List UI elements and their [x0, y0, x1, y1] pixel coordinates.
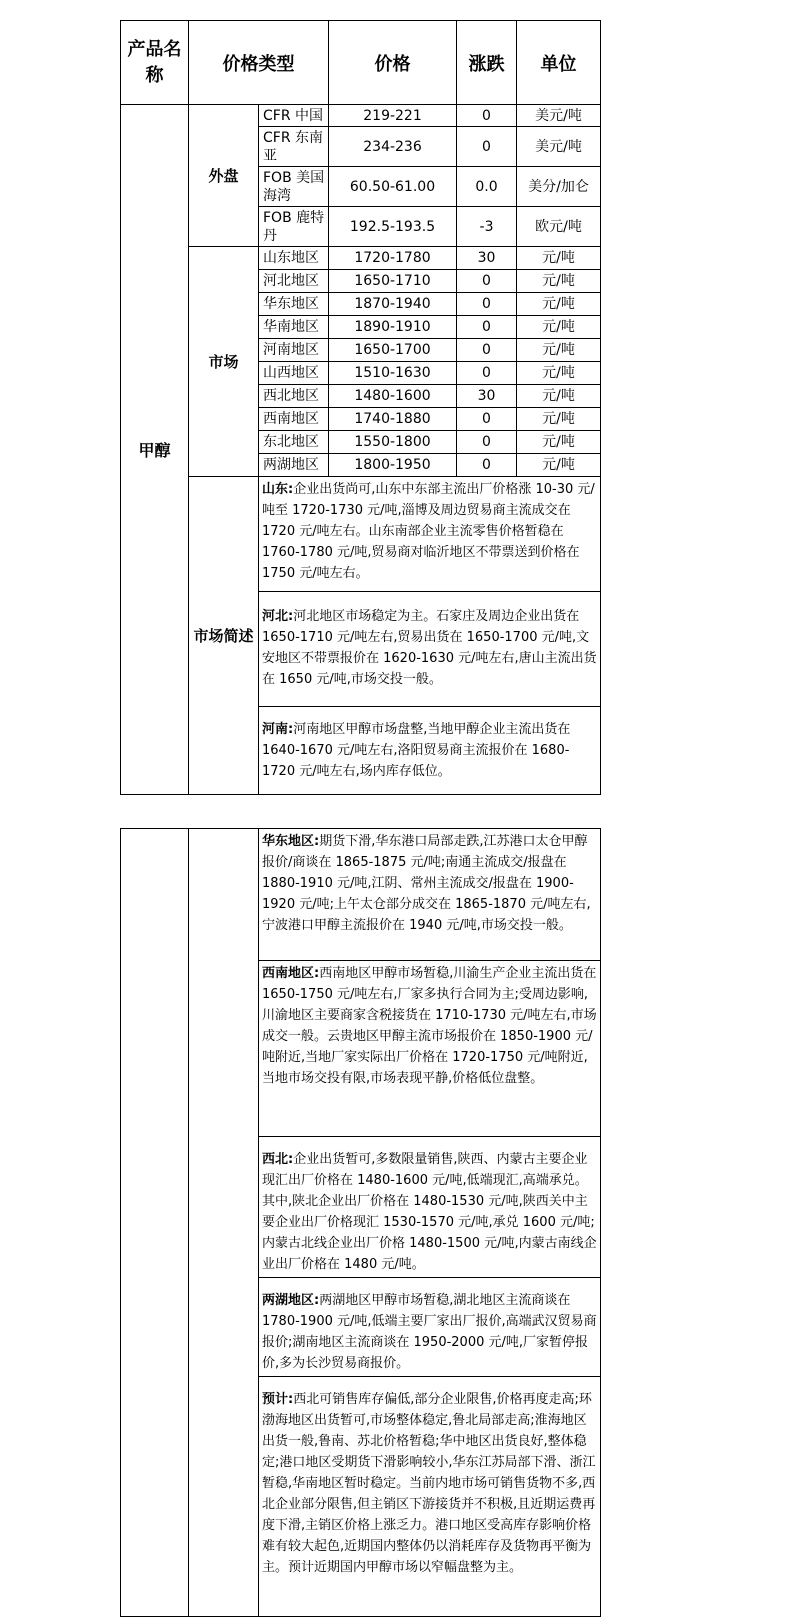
category-brief: 市场简述	[189, 477, 259, 795]
price-cell: 234-236	[329, 127, 457, 167]
unit-cell: 美分/加仑	[517, 167, 601, 207]
price-cell: 1550-1800	[329, 431, 457, 454]
brief-label: 西北	[262, 1152, 289, 1167]
change-cell: -3	[457, 207, 517, 247]
brief-separator: :	[288, 482, 294, 497]
empty-category-cell	[189, 829, 259, 1617]
unit-cell: 元/吨	[517, 454, 601, 477]
header-price-type: 价格类型	[189, 21, 329, 105]
price-type-cell: FOB 鹿特丹	[259, 207, 329, 247]
change-cell: 0	[457, 408, 517, 431]
change-cell: 0	[457, 270, 517, 293]
region-cell: 西北地区	[259, 385, 329, 408]
header-row	[121, 21, 601, 105]
brief-shandong	[259, 477, 601, 592]
unit-cell: 欧元/吨	[517, 207, 601, 247]
price-type-cell: FOB 美国海湾	[259, 167, 329, 207]
table-row	[121, 247, 601, 270]
price-cell: 1650-1710	[329, 270, 457, 293]
region-cell: 山西地区	[259, 362, 329, 385]
brief-separator: :	[288, 1152, 294, 1167]
brief-text: 河北地区市场稳定为主。石家庄及周边企业出货在 1650-1710 元/吨左右,贸易出货在 1650-1700 元/吨,文安地区不带票报价在 1620-1630 元/吨左右,唐山主流出货在 1650 元/吨,市场交投一般。	[262, 609, 597, 687]
brief-text: 西北可销售库存偏低,部分企业限售,价格再度走高;环渤海地区出货暂可,市场整体稳定,鲁北局部走高;淮海地区出货一般,鲁南、苏北价格暂稳;华中地区出货良好,整体稳定;港口地区受期货下滑影响较小,华东江苏局部下滑、浙江暂稳,华南地区暂时稳定。当前内地市场可销售货物不多,西北企业部分限售,但主销区下游接货并不积极,且近期运费再度下滑,主销区价格上涨乏力。港口地区受高库存影响价格难有较大起色,近期国内整体仍以消耗库存及货物再平衡为主。预计近期国内甲醇市场以窄幅盘整为主。	[262, 1392, 596, 1575]
brief-text: 河南地区甲醇市场盘整,当地甲醇企业主流出货在 1640-1670 元/吨左右,洛阳贸易商主流报价在 1680-1720 元/吨左右,场内库存低位。	[262, 722, 571, 779]
brief-label: 预计	[262, 1392, 289, 1407]
brief-forecast	[259, 1377, 601, 1617]
brief-label: 河北	[262, 609, 289, 624]
unit-cell: 元/吨	[517, 293, 601, 316]
region-cell: 山东地区	[259, 247, 329, 270]
price-table	[120, 20, 601, 795]
change-cell: 0	[457, 127, 517, 167]
header-price: 价格	[329, 21, 457, 105]
region-cell: 两湖地区	[259, 454, 329, 477]
change-cell: 0	[457, 105, 517, 127]
change-cell: 0	[457, 293, 517, 316]
region-cell: 东北地区	[259, 431, 329, 454]
change-cell: 0	[457, 316, 517, 339]
brief-separator: :	[314, 1293, 320, 1308]
price-cell: 1800-1950	[329, 454, 457, 477]
brief-label: 西南地区	[262, 966, 315, 981]
price-cell: 192.5-193.5	[329, 207, 457, 247]
change-cell: 30	[457, 247, 517, 270]
brief-huadong	[259, 829, 601, 961]
header-change: 涨跌	[457, 21, 517, 105]
unit-cell: 元/吨	[517, 362, 601, 385]
header-unit: 单位	[517, 21, 601, 105]
change-cell: 0	[457, 362, 517, 385]
price-cell: 60.50-61.00	[329, 167, 457, 207]
unit-cell: 元/吨	[517, 270, 601, 293]
region-cell: 河南地区	[259, 339, 329, 362]
unit-cell: 元/吨	[517, 431, 601, 454]
brief-separator: :	[314, 834, 320, 849]
change-cell: 0	[457, 431, 517, 454]
brief-xinan	[259, 961, 601, 1137]
unit-cell: 元/吨	[517, 385, 601, 408]
price-type-cell: CFR 东南亚	[259, 127, 329, 167]
brief-separator: :	[288, 609, 294, 624]
price-cell: 1870-1940	[329, 293, 457, 316]
brief-label: 河南	[262, 722, 289, 737]
brief-row	[121, 829, 601, 961]
region-cell: 河北地区	[259, 270, 329, 293]
brief-label: 山东	[262, 482, 289, 497]
change-cell: 30	[457, 385, 517, 408]
price-cell: 1480-1600	[329, 385, 457, 408]
price-cell: 219-221	[329, 105, 457, 127]
change-cell: 0	[457, 339, 517, 362]
region-cell: 华南地区	[259, 316, 329, 339]
brief-henan	[259, 707, 601, 795]
brief-row	[121, 477, 601, 592]
region-cell: 华东地区	[259, 293, 329, 316]
unit-cell: 美元/吨	[517, 105, 601, 127]
brief-lianghu	[259, 1278, 601, 1377]
price-cell: 1510-1630	[329, 362, 457, 385]
brief-text: 西南地区甲醇市场暂稳,川渝生产企业主流出货在 1650-1750 元/吨左右,厂家多执行合同为主;受周边影响,川渝地区主要商家含税接货在 1710-1730 元/吨左右,市场成交一般。云贵地区甲醇主流市场报价在 1850-1900 元/吨附近,当地厂家实际出厂价格在 1720-1750 元/吨附近,当地市场交投有限,市场表现平静,价格低位盘整。	[262, 966, 597, 1086]
header-product: 产品名称	[121, 21, 189, 105]
price-cell: 1740-1880	[329, 408, 457, 431]
unit-cell: 元/吨	[517, 247, 601, 270]
brief-separator: :	[288, 1392, 294, 1407]
table-row	[121, 105, 601, 127]
price-cell: 1890-1910	[329, 316, 457, 339]
change-cell: 0	[457, 454, 517, 477]
brief-xibei	[259, 1137, 601, 1278]
price-cell: 1720-1780	[329, 247, 457, 270]
brief-label: 两湖地区	[262, 1293, 315, 1308]
unit-cell: 元/吨	[517, 316, 601, 339]
brief-separator: :	[288, 722, 294, 737]
brief-text: 企业出货暂可,多数限量销售,陕西、内蒙古主要企业现汇出厂价格在 1480-1600 元/吨,低端现汇,高端承兑。其中,陕北企业出厂价格在 1480-1530 元/吨,陕西关中主要企业出厂价格现汇 1530-1570 元/吨,承兑 1600 元/吨;内蒙古北线企业出厂价格 1480-1500 元/吨,内蒙古南线企业出厂价格在 1480 元/吨。	[262, 1152, 597, 1272]
brief-label: 华东地区	[262, 834, 315, 849]
price-cell: 1650-1700	[329, 339, 457, 362]
empty-product-cell	[121, 829, 189, 1617]
category-market: 市场	[189, 247, 259, 477]
unit-cell: 元/吨	[517, 339, 601, 362]
change-cell: 0.0	[457, 167, 517, 207]
brief-text: 企业出货尚可,山东中东部主流出厂价格涨 10-30 元/吨至 1720-1730 元/吨,淄博及周边贸易商主流成交在 1720 元/吨左右。山东南部企业主流零售价格暂稳在 1760-1780 元/吨,贸易商对临沂地区不带票送到价格在 1750 元/吨左右。	[262, 482, 595, 581]
continuation-table	[120, 828, 601, 1617]
category-external: 外盘	[189, 105, 259, 247]
brief-hebei	[259, 592, 601, 707]
region-cell: 西南地区	[259, 408, 329, 431]
unit-cell: 元/吨	[517, 408, 601, 431]
product-name: 甲醇	[121, 105, 189, 795]
price-type-cell: CFR 中国	[259, 105, 329, 127]
unit-cell: 美元/吨	[517, 127, 601, 167]
brief-text: 期货下滑,华东港口局部走跌,江苏港口太仓甲醇报价/商谈在 1865-1875 元/吨;南通主流成交/报盘在 1880-1910 元/吨,江阴、常州主流成交/报盘在 1900-1920 元/吨;上午太仓部分成交在 1865-1870 元/吨左右,宁波港口甲醇主流报价在 1940 元/吨,市场交投一般。	[262, 834, 591, 933]
brief-text: 两湖地区甲醇市场暂稳,湖北地区主流商谈在 1780-1900 元/吨,低端主要厂家出厂报价,高端武汉贸易商报价;湖南地区主流商谈在 1950-2000 元/吨,厂家暂停报价,多为长沙贸易商报价。	[262, 1293, 597, 1371]
brief-separator: :	[314, 966, 320, 981]
